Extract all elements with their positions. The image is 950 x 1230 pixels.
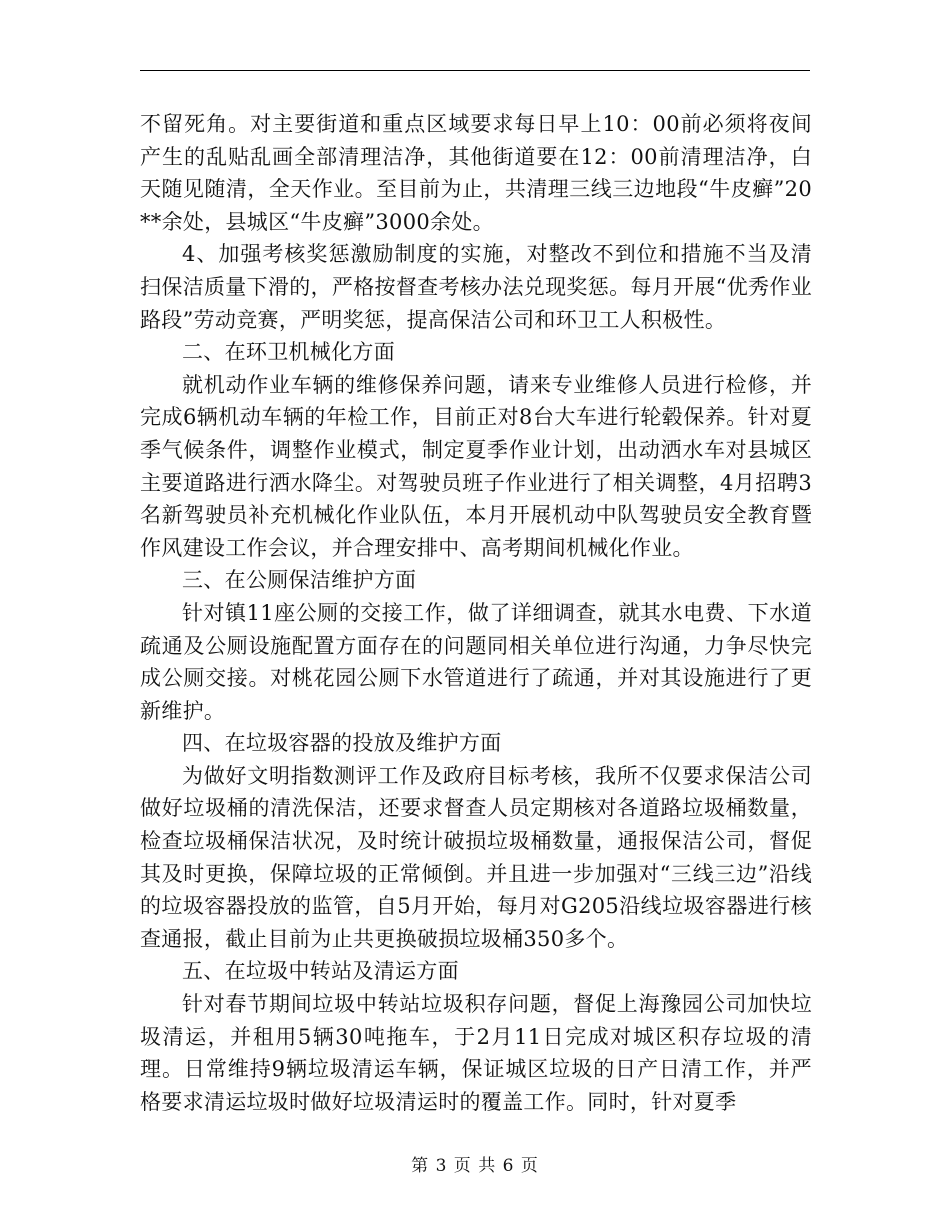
paragraph-3: 就机动作业车辆的维修保养问题，请来专业维修人员进行检修，并完成6辆机动车辆的年检工作，目前正对8台大车进行轮毂保养。针对夏季气候条件，调整作业模式，制定夏季作业计划，出动洒水车对县城区主要道路进行洒水降尘。对驾驶员班子作业进行了相关调整，4月招聘3名新驾驶员补充机械化作业队伍，本月开展机动中队驾驶员安全教育暨作风建设工作会议，并合理安排中、高考期间机械化作业。	[140, 372, 812, 560]
section-heading-2: 二、在环卫机械化方面	[182, 340, 395, 365]
section-heading-3: 三、在公厕保洁维护方面	[182, 568, 417, 593]
section-heading-4: 四、在垃圾容器的投放及维护方面	[182, 731, 502, 756]
paragraph-5: 为做好文明指数测评工作及政府目标考核，我所不仅要求保洁公司做好垃圾桶的清洗保洁，还要求督查人员定期核对各道路垃圾桶数量，检查垃圾桶保洁状况，及时统计破损垃圾桶数量，通报保洁公司，督促其及时更换，保障垃圾的正常倾倒。并且进一步加强对“三线三边”沿线的垃圾容器投放的监管，自5月开始，每月对G205沿线垃圾容器进行核查通报，截止目前为止共更换破损垃圾桶350多个。	[140, 763, 812, 951]
header-rule	[140, 70, 810, 71]
paragraph-4: 针对镇11座公厕的交接工作，做了详细调查，就其水电费、下水道疏通及公厕设施配置方面存在的问题同相关单位进行沟通，力争尽快完成公厕交接。对桃花园公厕下水管道进行了疏通，并对其设施进行了更新维护。	[140, 600, 812, 723]
paragraph-2: 4、加强考核奖惩激励制度的实施，对整改不到位和措施不当及清扫保洁质量下滑的，严格按督查考核办法兑现奖惩。每月开展“优秀作业路段”劳动竞赛，严明奖惩，提高保洁公司和环卫工人积极性。	[140, 242, 812, 332]
paragraph-1: 不留死角。对主要街道和重点区域要求每日早上10：00前必须将夜间产生的乱贴乱画全部清理洁净，其他街道要在12：00前清理洁净，白天随见随清，全天作业。至目前为止，共清理三线三边地段“牛皮癣”20**余处，县城区“牛皮癣”3000余处。	[140, 112, 812, 234]
page-number: 第 3 页 共 6 页	[411, 1156, 539, 1176]
paragraph-6: 针对春节期间垃圾中转站垃圾积存问题，督促上海豫园公司加快垃圾清运，并租用5辆30吨拖车，于2月11日完成对城区积存垃圾的清理。日常维持9辆垃圾清运车辆，保证城区垃圾的日产日清工作，并严格要求清运垃圾时做好垃圾清运时的覆盖工作。同时，针对夏季	[140, 992, 812, 1114]
section-heading-5: 五、在垃圾中转站及清运方面	[182, 959, 459, 984]
document-body	[140, 108, 812, 1118]
